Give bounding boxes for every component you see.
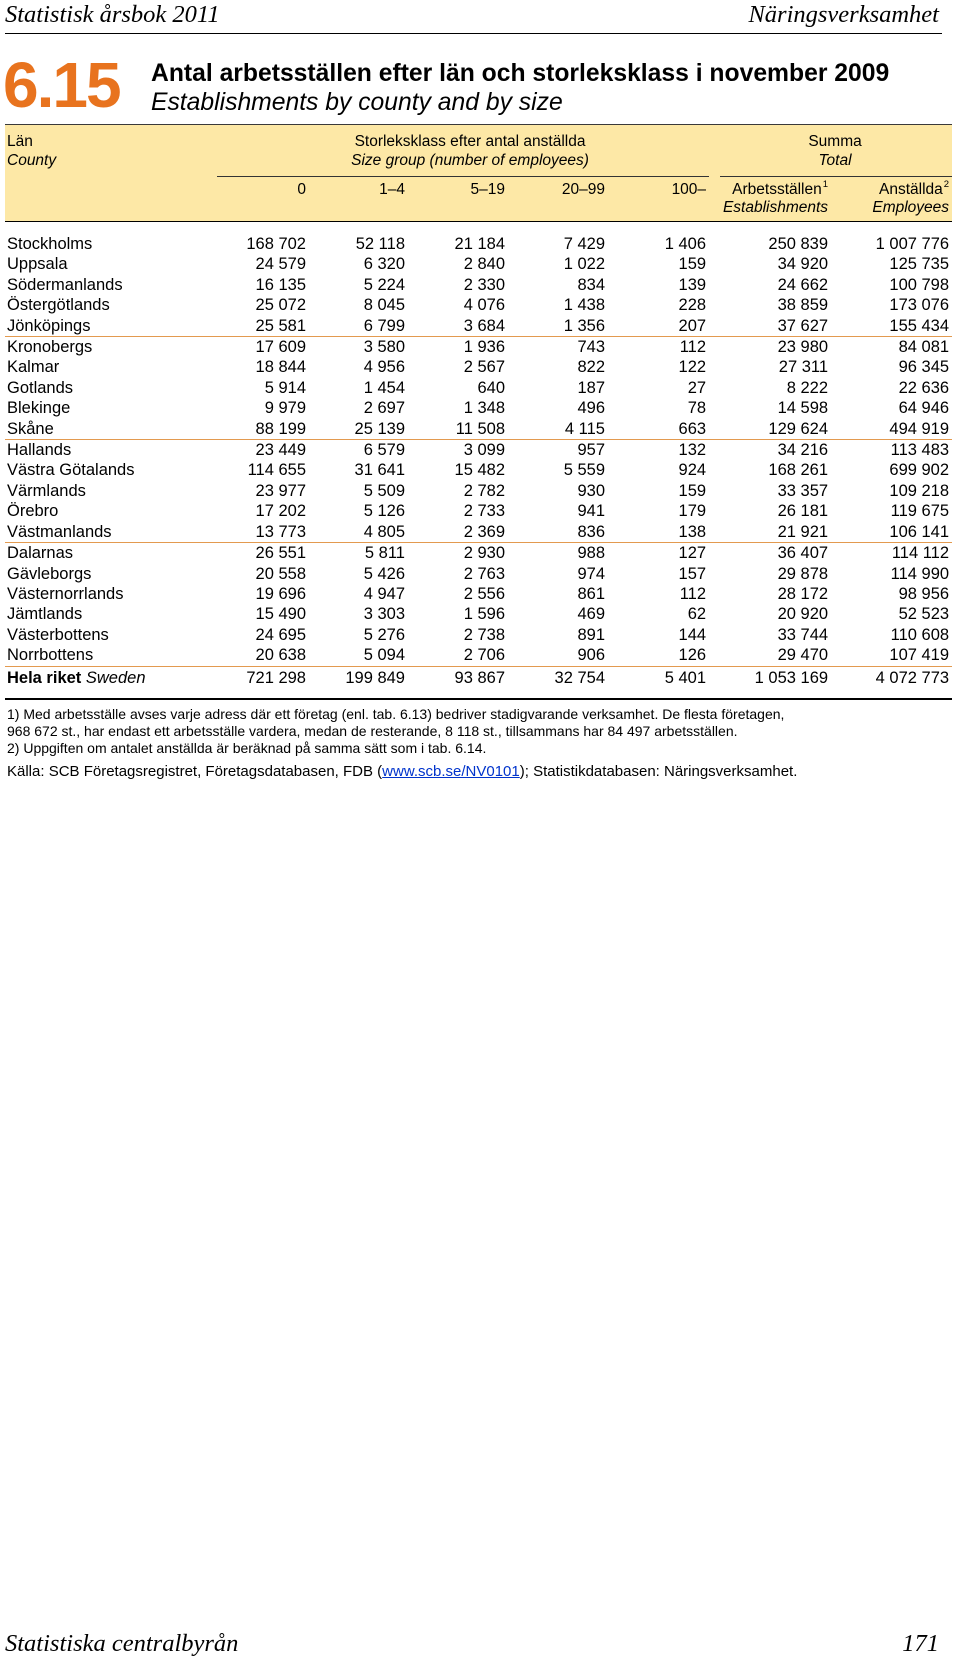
running-header-book-title: Statistisk årsbok 2011 — [5, 1, 220, 28]
total-group-header-en: Total — [818, 152, 852, 169]
cell-size-100-plus: 132 — [678, 441, 707, 460]
footnote-marker-1: 1 — [822, 179, 829, 190]
cell-size-20-99: 1 356 — [508, 316, 608, 337]
cell-size-5-19: 3 099 — [463, 441, 505, 460]
total-cell-size-0: 721 298 — [216, 666, 309, 699]
employees-header-sv-line — [833, 181, 949, 199]
cell-employees: 106 141 — [831, 522, 952, 543]
total-group-header-sv: Summa — [808, 133, 862, 150]
cell-establishments: 27 311 — [778, 358, 829, 377]
cell-size-0: 168 702 — [246, 235, 306, 253]
cell-size-20-99: 1 022 — [563, 255, 605, 274]
table-body — [5, 222, 952, 699]
cell-size-100-plus: 228 — [678, 296, 707, 315]
cell-establishments: 20 920 — [777, 605, 829, 624]
cell-size-0: 15 490 — [255, 605, 306, 624]
table-row — [5, 254, 952, 274]
table-header — [5, 125, 952, 222]
cell-size-100-plus: 663 — [608, 419, 709, 440]
cell-size-100-plus: 138 — [608, 522, 709, 543]
cell-size-20-99: 496 — [577, 399, 605, 418]
cell-size-100-plus: 207 — [608, 316, 709, 337]
employees-header-en: Employees — [872, 199, 950, 216]
county-name: Jämtlands — [7, 605, 83, 624]
cell-size-1-4: 31 641 — [354, 461, 405, 480]
cell-establishments: 28 172 — [777, 584, 829, 603]
cell-size-0: 18 844 — [255, 358, 306, 377]
cell-size-100-plus: 112 — [679, 338, 707, 357]
footnote-1-line-2: 968 672 st., har endast ett arbetsställe vardera, medan de resterande, 8 118 st., tillsammans har 84 497 arbetsställen. — [7, 723, 738, 739]
total-cell-employees: 4 072 773 — [831, 666, 952, 699]
cell-size-20-99: 957 — [577, 441, 605, 460]
cell-establishments: 34 216 — [777, 441, 829, 460]
source-prefix: Källa: SCB Företagsregistret, Företagsdatabasen, FDB ( — [7, 763, 383, 780]
cell-size-1-4: 5 426 — [363, 564, 405, 583]
cell-size-0: 5 914 — [264, 378, 306, 397]
cell-establishments: 36 407 — [777, 544, 829, 563]
cell-size-1-4: 6 799 — [309, 316, 408, 337]
cell-size-5-19: 2 330 — [463, 275, 505, 294]
total-cell-establishments: 1 053 169 — [709, 666, 831, 699]
county-name: Östergötlands — [7, 296, 110, 315]
cell-employees: 100 798 — [889, 275, 950, 294]
cell-employees: 96 345 — [898, 358, 950, 377]
cell-size-1-4: 4 947 — [363, 584, 405, 603]
size-column-header-20-99: 20–99 — [508, 176, 608, 222]
cell-size-100-plus: 144 — [678, 625, 707, 644]
cell-size-1-4: 4 956 — [363, 358, 405, 377]
header-rule — [5, 33, 942, 34]
cell-employees: 52 523 — [898, 605, 950, 624]
cell-size-20-99: 187 — [577, 378, 605, 397]
cell-size-100-plus: 179 — [678, 502, 707, 521]
cell-employees: 1 007 776 — [875, 235, 950, 253]
cell-size-1-4: 3 580 — [363, 338, 405, 357]
cell-size-1-4: 5 224 — [363, 275, 405, 294]
cell-establishments: 129 624 — [709, 419, 831, 440]
cell-establishments: 34 920 — [777, 255, 829, 274]
source-note — [7, 763, 797, 781]
table-subtitle: Establishments by county and by size — [151, 89, 563, 116]
cell-size-100-plus: 139 — [678, 275, 707, 294]
cell-size-5-19: 2 567 — [463, 358, 505, 377]
county-name: Jönköpings — [5, 316, 216, 337]
size-group-header-en: Size group (number of employees) — [351, 152, 589, 169]
cell-size-1-4: 2 697 — [363, 399, 405, 418]
table-row — [5, 501, 952, 521]
cell-size-0: 23 449 — [255, 441, 306, 460]
size-group-header-sv: Storleksklass efter antal anställda — [354, 133, 586, 150]
cell-employees: 173 076 — [889, 296, 950, 315]
table-row — [5, 295, 952, 315]
cell-size-5-19: 1 936 — [463, 338, 505, 357]
cell-size-20-99: 974 — [577, 564, 605, 583]
total-label-en: Sweden — [85, 668, 146, 687]
cell-size-20-99: 891 — [577, 625, 605, 644]
table-row — [5, 584, 952, 604]
size-column-header-100-plus: 100– — [608, 176, 709, 222]
county-name: Västerbottens — [7, 625, 109, 644]
cell-size-0: 24 695 — [255, 625, 306, 644]
footnote-marker-2: 2 — [943, 179, 950, 190]
cell-size-5-19: 3 684 — [408, 316, 508, 337]
cell-employees: 114 990 — [890, 564, 950, 583]
total-cell-size-5-19: 93 867 — [408, 666, 508, 699]
county-header-sv: Län — [7, 133, 33, 150]
cell-employees: 114 112 — [891, 544, 950, 563]
cell-size-0: 20 638 — [216, 645, 309, 666]
cell-establishments: 8 222 — [786, 378, 829, 397]
footer-publisher: Statistiska centralbyrån — [5, 1630, 239, 1657]
table-row — [5, 645, 952, 666]
county-name: Norrbottens — [5, 645, 216, 666]
cell-size-5-19: 1 348 — [463, 399, 505, 418]
cell-size-100-plus: 924 — [678, 461, 707, 480]
cell-size-100-plus: 157 — [678, 564, 707, 583]
table-row — [5, 625, 952, 645]
cell-establishments: 29 878 — [777, 564, 829, 583]
cell-size-0: 17 202 — [255, 502, 306, 521]
cell-size-1-4: 5 811 — [364, 544, 405, 563]
cell-size-20-99: 906 — [508, 645, 608, 666]
cell-employees: 119 675 — [890, 502, 950, 521]
county-name: Värmlands — [7, 481, 86, 500]
county-name: Västmanlands — [5, 522, 216, 543]
county-name: Örebro — [7, 502, 59, 521]
cell-size-20-99: 822 — [577, 358, 605, 377]
cell-size-5-19: 2 782 — [463, 481, 505, 500]
total-cell-size-100-plus: 5 401 — [608, 666, 709, 699]
cell-size-1-4: 5 509 — [363, 481, 405, 500]
cell-employees: 155 434 — [831, 316, 952, 337]
cell-size-0: 26 551 — [255, 544, 306, 563]
cell-employees: 110 608 — [890, 625, 950, 644]
cell-establishments: 21 921 — [709, 522, 831, 543]
footnote-1-line-1: 1) Med arbetsställe avses varje adress där ett företag (enl. tab. 6.13) bedriver stadigvarande verksamhet. De flesta företagen, — [7, 706, 785, 722]
county-name: Södermanlands — [7, 275, 123, 294]
total-label — [5, 666, 216, 699]
cell-establishments: 29 470 — [709, 645, 831, 666]
county-name: Gotlands — [7, 378, 74, 397]
running-header-section: Näringsverksamhet — [748, 1, 939, 28]
total-group-header — [709, 125, 952, 177]
table-row — [5, 316, 952, 337]
cell-size-20-99: 5 559 — [563, 461, 605, 480]
cell-size-5-19: 4 076 — [463, 296, 505, 315]
cell-size-100-plus: 122 — [678, 358, 707, 377]
employees-header-sv: Anställda — [878, 181, 943, 198]
cell-size-1-4: 5 126 — [363, 502, 405, 521]
cell-establishments: 14 598 — [777, 399, 829, 418]
cell-size-20-99: 1 438 — [563, 296, 605, 315]
footnote-2: 2) Uppgiften om antalet anställda är beräknad på samma sätt som i tab. 6.14. — [7, 740, 487, 756]
cell-size-1-4: 5 276 — [363, 625, 405, 644]
cell-size-0: 13 773 — [216, 522, 309, 543]
cell-size-1-4: 25 139 — [309, 419, 408, 440]
establishments-header-sv-line — [711, 181, 828, 199]
cell-establishments: 23 980 — [777, 338, 829, 357]
size-group-rule — [217, 176, 709, 177]
statistics-table — [5, 124, 952, 700]
cell-size-1-4: 1 454 — [363, 378, 405, 397]
county-name: Stockholms — [7, 235, 93, 253]
cell-employees: 494 919 — [831, 419, 952, 440]
table-row — [5, 398, 952, 418]
cell-size-5-19: 2 556 — [463, 584, 505, 603]
cell-employees: 84 081 — [898, 338, 950, 357]
cell-size-20-99: 834 — [577, 275, 605, 294]
establishments-column-header — [709, 176, 831, 222]
cell-size-5-19: 2 763 — [463, 564, 505, 583]
county-name: Kronobergs — [7, 338, 93, 357]
table-row — [5, 275, 952, 295]
county-name: Gävleborgs — [7, 564, 92, 583]
cell-size-20-99: 469 — [577, 605, 605, 624]
cell-employees: 22 636 — [898, 378, 950, 397]
cell-size-0: 88 199 — [216, 419, 309, 440]
cell-size-5-19: 1 596 — [463, 605, 505, 624]
cell-size-100-plus: 78 — [687, 399, 707, 418]
cell-size-1-4: 8 045 — [363, 296, 405, 315]
table-row — [5, 460, 952, 480]
table-row — [5, 357, 952, 377]
cell-size-1-4: 5 094 — [309, 645, 408, 666]
cell-size-100-plus: 159 — [678, 481, 707, 500]
cell-size-100-plus: 126 — [608, 645, 709, 666]
table-row — [5, 543, 952, 564]
county-name: Västra Götalands — [7, 461, 135, 480]
total-cell-size-1-4: 199 849 — [309, 666, 408, 699]
table-row — [5, 481, 952, 501]
total-group-rule — [720, 176, 952, 177]
cell-employees: 107 419 — [831, 645, 952, 666]
cell-size-100-plus: 127 — [678, 544, 707, 563]
table-row — [5, 564, 952, 584]
cell-size-5-19: 11 508 — [408, 419, 508, 440]
total-row — [5, 666, 952, 699]
cell-size-100-plus: 159 — [678, 255, 707, 274]
county-header-blank — [5, 176, 216, 222]
employees-column-header — [831, 176, 952, 222]
cell-size-5-19: 2 738 — [463, 625, 505, 644]
cell-size-0: 25 581 — [216, 316, 309, 337]
county-header-en: County — [7, 152, 57, 169]
cell-size-100-plus: 112 — [679, 584, 707, 603]
cell-employees: 699 902 — [889, 461, 950, 480]
cell-establishments: 250 839 — [768, 235, 829, 253]
cell-establishments: 26 181 — [777, 502, 829, 521]
cell-size-20-99: 930 — [577, 481, 605, 500]
cell-size-5-19: 2 930 — [463, 544, 505, 563]
cell-size-1-4: 6 579 — [363, 441, 405, 460]
cell-size-1-4: 52 118 — [355, 235, 405, 253]
cell-size-0: 24 579 — [255, 255, 306, 274]
cell-size-20-99: 861 — [577, 584, 605, 603]
size-group-header — [216, 125, 709, 177]
cell-size-0: 25 072 — [255, 296, 306, 315]
cell-size-1-4: 6 320 — [363, 255, 405, 274]
source-link[interactable]: www.scb.se/NV0101 — [382, 763, 520, 780]
county-name: Dalarnas — [7, 544, 74, 563]
cell-size-1-4: 4 805 — [309, 522, 408, 543]
table-row — [5, 337, 952, 358]
cell-size-20-99: 941 — [577, 502, 605, 521]
cell-size-5-19: 15 482 — [454, 461, 505, 480]
size-column-header-0: 0 — [216, 176, 309, 222]
source-suffix: ); Statistikdatabasen: Näringsverksamhet. — [519, 763, 798, 780]
cell-size-0: 17 609 — [255, 338, 306, 357]
cell-establishments: 168 261 — [768, 461, 829, 480]
table-row — [5, 522, 952, 543]
cell-size-5-19: 2 369 — [408, 522, 508, 543]
establishments-header-en: Establishments — [722, 199, 829, 216]
cell-size-0: 16 135 — [255, 275, 306, 294]
county-name: Västernorrlands — [7, 584, 124, 603]
cell-size-0: 19 696 — [255, 584, 306, 603]
cell-size-100-plus: 62 — [687, 605, 707, 624]
total-cell-size-20-99: 32 754 — [508, 666, 608, 699]
header-row-groups — [5, 125, 952, 177]
cell-establishments: 37 627 — [709, 316, 831, 337]
cell-size-20-99: 4 115 — [508, 419, 608, 440]
table-row — [5, 440, 952, 461]
county-name: Blekinge — [7, 399, 71, 418]
cell-employees: 113 483 — [890, 441, 950, 460]
cell-size-1-4: 3 303 — [363, 605, 405, 624]
cell-size-5-19: 2 733 — [463, 502, 505, 521]
size-column-header-1-4: 1–4 — [309, 176, 408, 222]
cell-size-5-19: 640 — [477, 378, 505, 397]
county-name: Kalmar — [7, 358, 60, 377]
cell-size-20-99: 836 — [508, 522, 608, 543]
county-column-header — [5, 125, 216, 177]
table-number: 6.15 — [3, 49, 120, 121]
cell-size-5-19: 2 706 — [408, 645, 508, 666]
cell-size-0: 114 655 — [247, 461, 306, 480]
cell-size-20-99: 743 — [577, 338, 605, 357]
county-name: Hallands — [7, 441, 72, 460]
header-row-columns — [5, 176, 952, 222]
county-name: Skåne — [5, 419, 216, 440]
cell-size-100-plus: 27 — [687, 378, 707, 397]
cell-establishments: 24 662 — [777, 275, 829, 294]
cell-size-5-19: 21 184 — [454, 235, 505, 253]
cell-employees: 109 218 — [889, 481, 950, 500]
table-row — [5, 378, 952, 398]
table-row — [5, 419, 952, 440]
total-label-sv: Hela riket — [7, 668, 82, 687]
cell-establishments: 33 744 — [777, 625, 829, 644]
cell-size-20-99: 7 429 — [563, 235, 605, 253]
cell-establishments: 38 859 — [777, 296, 829, 315]
cell-establishments: 33 357 — [777, 481, 829, 500]
county-name: Uppsala — [7, 255, 68, 274]
table-row — [5, 604, 952, 624]
cell-size-0: 9 979 — [264, 399, 306, 418]
cell-size-20-99: 988 — [577, 544, 605, 563]
cell-size-5-19: 2 840 — [463, 255, 505, 274]
table-title: Antal arbetsställen efter län och storleksklass i november 2009 — [151, 60, 890, 87]
cell-employees: 64 946 — [898, 399, 950, 418]
footer-page-number: 171 — [902, 1630, 939, 1657]
cell-size-0: 23 977 — [255, 481, 306, 500]
establishments-header-sv: Arbetsställen — [732, 181, 822, 198]
size-column-header-5-19: 5–19 — [408, 176, 508, 222]
cell-size-0: 20 558 — [255, 564, 306, 583]
table-row — [5, 234, 952, 254]
cell-employees: 98 956 — [898, 584, 950, 603]
cell-employees: 125 735 — [889, 255, 950, 274]
spacer-row — [5, 222, 952, 235]
cell-size-100-plus: 1 406 — [664, 235, 707, 253]
spacer-cell — [5, 222, 952, 235]
